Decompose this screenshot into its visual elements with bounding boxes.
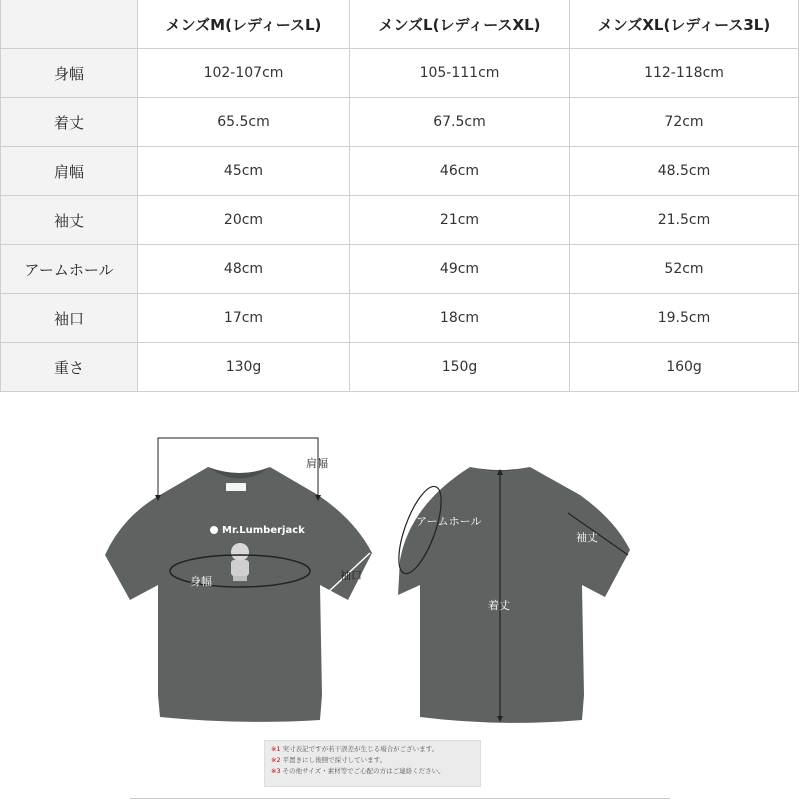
table-header-m: メンズM(レディースL)	[138, 0, 350, 49]
length-label: 着丈	[488, 599, 510, 612]
note-mark: ※3	[271, 767, 281, 775]
cuff-label: 袖口	[340, 569, 362, 582]
table-cell: 52cm	[570, 245, 799, 294]
row-label: 肩幅	[1, 147, 138, 196]
row-label: 袖口	[1, 294, 138, 343]
table-cell: 160g	[570, 343, 799, 392]
notes-box	[264, 740, 481, 787]
table-cell: 21.5cm	[570, 196, 799, 245]
table-cell: 130g	[138, 343, 350, 392]
table-header-xl: メンズXL(レディース3L)	[570, 0, 799, 49]
note-text: その他サイズ・素材等でご心配の方はご連絡ください。	[282, 767, 445, 775]
table-row	[1, 147, 799, 196]
table-cell: 45cm	[138, 147, 350, 196]
note-line	[271, 744, 474, 755]
table-cell: 102-107cm	[138, 49, 350, 98]
table-cell: 67.5cm	[350, 98, 570, 147]
table-row	[1, 98, 799, 147]
brand-logo-icon	[210, 526, 218, 534]
table-cell: 105-111cm	[350, 49, 570, 98]
table-cell: 48.5cm	[570, 147, 799, 196]
size-table	[0, 0, 799, 392]
table-cell: 112-118cm	[570, 49, 799, 98]
note-line	[271, 766, 474, 777]
character-graphic-icon	[231, 543, 249, 581]
row-label: 袖丈	[1, 196, 138, 245]
table-header-corner	[1, 0, 138, 49]
row-label: 着丈	[1, 98, 138, 147]
table-cell: 18cm	[350, 294, 570, 343]
front-tshirt-shape	[105, 467, 372, 722]
table-cell: 72cm	[570, 98, 799, 147]
table-row	[1, 196, 799, 245]
row-label: 身幅	[1, 49, 138, 98]
sleeve-label: 袖丈	[576, 531, 598, 544]
table-cell: 20cm	[138, 196, 350, 245]
divider	[130, 798, 670, 799]
table-cell: 65.5cm	[138, 98, 350, 147]
note-mark: ※1	[271, 745, 281, 753]
note-mark: ※2	[271, 756, 281, 764]
table-header-l: メンズL(レディースXL)	[350, 0, 570, 49]
table-cell: 49cm	[350, 245, 570, 294]
shoulder-label: 肩幅	[306, 457, 328, 470]
table-header-row	[1, 0, 799, 49]
chest-label: 身幅	[190, 575, 212, 588]
table-row	[1, 343, 799, 392]
brand-text: Mr.Lumberjack	[222, 525, 305, 536]
back-tshirt-shape	[398, 467, 630, 723]
table-cell: 46cm	[350, 147, 570, 196]
table-cell: 19.5cm	[570, 294, 799, 343]
table-row	[1, 245, 799, 294]
table-row	[1, 294, 799, 343]
armhole-label: アームホール	[416, 515, 482, 528]
table-cell: 17cm	[138, 294, 350, 343]
neck-label-icon	[226, 483, 246, 491]
note-text: 実寸表記ですが若干誤差が生じる場合がございます。	[282, 745, 439, 753]
note-line	[271, 755, 474, 766]
note-text: 平置きにし後側で採寸しています。	[282, 756, 387, 764]
row-label: アームホール	[1, 245, 138, 294]
table-cell: 48cm	[138, 245, 350, 294]
row-label: 重さ	[1, 343, 138, 392]
table-cell: 150g	[350, 343, 570, 392]
table-row	[1, 49, 799, 98]
table-cell: 21cm	[350, 196, 570, 245]
